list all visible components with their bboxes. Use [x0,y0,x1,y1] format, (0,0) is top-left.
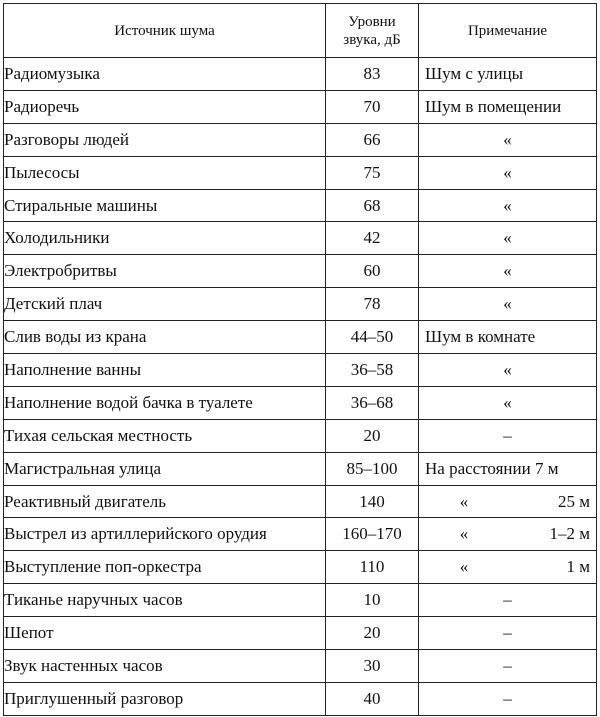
note-cell: « [419,189,597,222]
header-source: Источник шума [4,4,326,58]
noise-source-cell: Реактивный двигатель [4,485,326,518]
sound-level-cell: 36–68 [326,386,419,419]
table-row [4,518,597,551]
sound-level-cell: 36–58 [326,354,419,387]
table-row [4,90,597,123]
note-cell: « [419,386,597,419]
noise-source-cell: Стиральные машины [4,189,326,222]
sound-level-cell: 83 [326,58,419,91]
noise-source-cell: Разговоры людей [4,123,326,156]
table-row [4,288,597,321]
note-ditto-mark: « [459,557,469,577]
sound-level-cell: 44–50 [326,321,419,354]
note-cell [419,551,597,584]
sound-level-cell: 78 [326,288,419,321]
note-cell: Шум с улицы [419,58,597,91]
note-cell: – [419,682,597,715]
sound-level-cell: 70 [326,90,419,123]
note-distance: 1–2 м [549,524,590,544]
sound-level-cell: 60 [326,255,419,288]
table-header [4,4,597,58]
noise-source-cell: Радиомузыка [4,58,326,91]
sound-level-cell: 75 [326,156,419,189]
note-cell: « [419,354,597,387]
table-row [4,123,597,156]
noise-source-cell: Выстрел из артиллерийского орудия [4,518,326,551]
table-row [4,321,597,354]
header-note: Примечание [419,4,597,58]
table-row [4,584,597,617]
sound-level-cell: 66 [326,123,419,156]
note-cell: « [419,255,597,288]
table-row [4,189,597,222]
noise-source-cell: Наполнение ванны [4,354,326,387]
note-split-wrap [419,524,590,544]
table-row [4,682,597,715]
table-row [4,650,597,683]
header-level [326,4,419,58]
note-cell [419,518,597,551]
noise-source-cell: Звук настенных часов [4,650,326,683]
noise-source-cell: Тихая сельская местность [4,419,326,452]
table-body [4,58,597,716]
noise-levels-table [3,3,597,716]
note-cell: – [419,419,597,452]
noise-source-cell: Наполнение водой бачка в туалете [4,386,326,419]
table-row [4,58,597,91]
note-cell: « [419,156,597,189]
table-row [4,452,597,485]
note-distance: 1 м [566,557,590,577]
table-row [4,386,597,419]
sound-level-cell: 42 [326,222,419,255]
noise-source-cell: Радиоречь [4,90,326,123]
noise-source-cell: Пылесосы [4,156,326,189]
note-cell [419,485,597,518]
note-cell: – [419,584,597,617]
note-cell: На расстоянии 7 м [419,452,597,485]
table-row [4,419,597,452]
sound-level-cell: 160–170 [326,518,419,551]
noise-source-cell: Детский плач [4,288,326,321]
note-cell: – [419,617,597,650]
sound-level-cell: 40 [326,682,419,715]
sound-level-cell: 85–100 [326,452,419,485]
noise-source-cell: Приглушенный разговор [4,682,326,715]
sound-level-cell: 20 [326,617,419,650]
sound-level-cell: 10 [326,584,419,617]
table-row [4,617,597,650]
note-cell: Шум в комнате [419,321,597,354]
table-row [4,255,597,288]
table-row [4,156,597,189]
noise-source-cell: Слив воды из крана [4,321,326,354]
note-cell: « [419,222,597,255]
note-distance: 25 м [557,491,590,511]
note-cell: « [419,288,597,321]
note-ditto-mark: « [459,491,469,511]
sound-level-cell: 30 [326,650,419,683]
note-cell: – [419,650,597,683]
noise-source-cell: Холодильники [4,222,326,255]
note-ditto-mark: « [459,524,469,544]
header-row [4,4,597,58]
table-row [4,354,597,387]
table-row [4,222,597,255]
noise-source-cell: Выступление поп-оркестра [4,551,326,584]
note-split-wrap [419,492,590,512]
table-row [4,551,597,584]
sound-level-cell: 110 [326,551,419,584]
note-cell: Шум в помещении [419,90,597,123]
table-row [4,485,597,518]
sound-level-cell: 20 [326,419,419,452]
noise-source-cell: Магистральная улица [4,452,326,485]
noise-source-cell: Электробритвы [4,255,326,288]
noise-source-cell: Шепот [4,617,326,650]
noise-source-cell: Тиканье наручных часов [4,584,326,617]
note-split-wrap [419,557,590,577]
sound-level-cell: 140 [326,485,419,518]
sound-level-cell: 68 [326,189,419,222]
header-level-text: Уровни звука, дБ [343,13,401,48]
note-cell: « [419,123,597,156]
